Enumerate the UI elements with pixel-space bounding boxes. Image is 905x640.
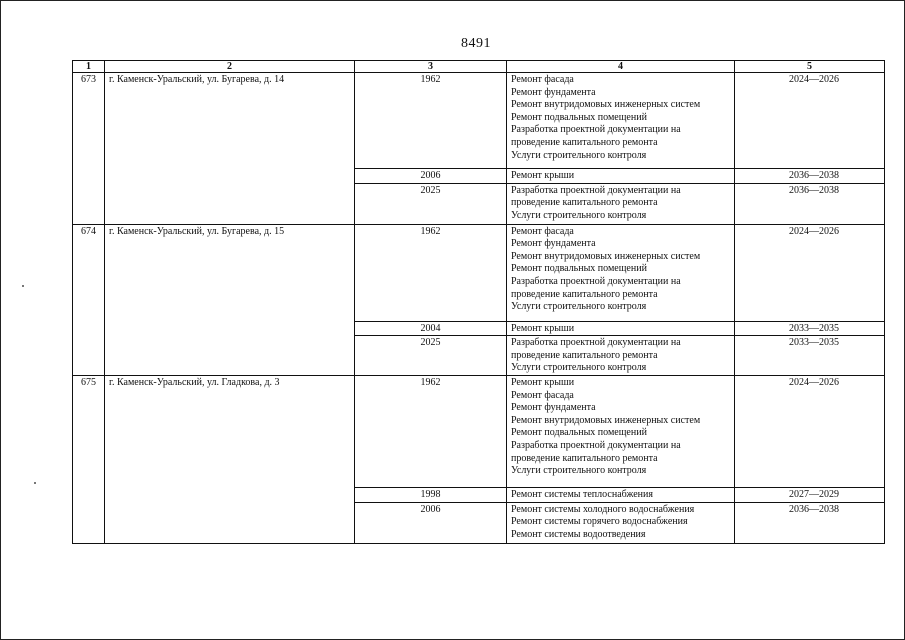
repair-work-item: Разработка проектной документации на bbox=[511, 124, 681, 136]
repair-work-item: Ремонт системы горячего водоснабжения bbox=[511, 516, 688, 528]
build-year: 1962 bbox=[355, 73, 507, 169]
build-year: 1998 bbox=[355, 487, 507, 502]
header-col-2: 2 bbox=[105, 61, 355, 73]
repair-work-item: Ремонт фундамента bbox=[511, 238, 596, 250]
scan-speck bbox=[22, 285, 24, 287]
repair-work-item: Ремонт фасада bbox=[511, 225, 574, 237]
page-number: 8491 bbox=[461, 36, 491, 51]
repair-work-item: Ремонт внутридомовых инженерных систем bbox=[511, 250, 701, 262]
repair-period: 2036—2038 bbox=[735, 183, 885, 224]
repair-works bbox=[507, 336, 735, 376]
entry-number: 673 bbox=[73, 73, 105, 225]
repair-period: 2033—2035 bbox=[735, 321, 885, 336]
entry-number: 675 bbox=[73, 375, 105, 543]
repair-work-item: Ремонт крыши bbox=[511, 170, 575, 181]
entry-address: г. Каменск-Уральский, ул. Бугарева, д. 15 bbox=[105, 224, 355, 375]
build-year: 2004 bbox=[355, 321, 507, 336]
repair-work-item: Ремонт подвальных помещений bbox=[511, 427, 647, 439]
header-col-1: 1 bbox=[73, 61, 105, 73]
repair-work-item: Ремонт фундамента bbox=[511, 86, 596, 98]
repair-work-item: Услуги строительного контроля bbox=[511, 301, 647, 313]
repair-period: 2024—2026 bbox=[735, 375, 885, 487]
repair-work-item: Разработка проектной документации на bbox=[511, 184, 681, 196]
repair-work-item: Услуги строительного контроля bbox=[511, 149, 647, 161]
repair-period: 2036—2038 bbox=[735, 169, 885, 184]
repair-period: 2024—2026 bbox=[735, 73, 885, 169]
entry-address: г. Каменск-Уральский, ул. Бугарева, д. 14 bbox=[105, 73, 355, 225]
repair-work-item: Ремонт фасада bbox=[511, 389, 574, 401]
repair-work-item: проведение капитального ремонта bbox=[511, 136, 658, 148]
repair-work-item: Ремонт внутридомовых инженерных систем bbox=[511, 99, 701, 111]
repair-period: 2033—2035 bbox=[735, 336, 885, 376]
repair-work-item: Услуги строительного контроля bbox=[511, 209, 647, 221]
header-col-3: 3 bbox=[355, 61, 507, 73]
repair-work-item: Ремонт системы теплоснабжения bbox=[511, 488, 653, 500]
repair-work-item: проведение капитального ремонта bbox=[511, 452, 658, 464]
repair-works bbox=[507, 73, 735, 169]
repair-work-item: Ремонт подвальных помещений bbox=[511, 263, 647, 275]
repair-works bbox=[507, 224, 735, 321]
repair-work-item: Разработка проектной документации на bbox=[511, 439, 681, 451]
table-row bbox=[73, 375, 885, 487]
repair-work-item: Ремонт системы водоотведения bbox=[511, 528, 646, 540]
build-year: 2006 bbox=[355, 169, 507, 184]
repair-works bbox=[507, 375, 735, 487]
repair-works bbox=[507, 487, 735, 502]
header-row bbox=[73, 61, 885, 73]
entry-address: г. Каменск-Уральский, ул. Гладкова, д. 3 bbox=[105, 375, 355, 543]
repair-period: 2024—2026 bbox=[735, 224, 885, 321]
build-year: 2025 bbox=[355, 183, 507, 224]
repair-work-item: Ремонт системы холодного водоснабжения bbox=[511, 503, 695, 515]
repair-works bbox=[507, 169, 735, 184]
repair-period: 2036—2038 bbox=[735, 502, 885, 543]
build-year: 1962 bbox=[355, 224, 507, 321]
repair-work-item: Услуги строительного контроля bbox=[511, 465, 647, 477]
header-col-4: 4 bbox=[507, 61, 735, 73]
table-row bbox=[73, 73, 885, 169]
repair-work-item: Разработка проектной документации на bbox=[511, 337, 681, 349]
repair-work-item: Разработка проектной документации на bbox=[511, 275, 681, 287]
repair-work-item: проведение капитального ремонта bbox=[511, 197, 658, 209]
scan-speck bbox=[34, 482, 36, 484]
header-col-5: 5 bbox=[735, 61, 885, 73]
repair-works bbox=[507, 321, 735, 336]
repair-work-item: Ремонт подвальных помещений bbox=[511, 111, 647, 123]
repair-work-item: Ремонт фасада bbox=[511, 74, 574, 85]
repair-work-item: Ремонт крыши bbox=[511, 376, 575, 388]
table-body bbox=[73, 73, 885, 544]
build-year: 2025 bbox=[355, 336, 507, 376]
build-year: 1962 bbox=[355, 375, 507, 487]
repair-work-item: Услуги строительного контроля bbox=[511, 362, 647, 374]
repair-work-item: Ремонт внутридомовых инженерных систем bbox=[511, 414, 701, 426]
repair-works bbox=[507, 502, 735, 543]
entry-number: 674 bbox=[73, 224, 105, 375]
repair-work-item: проведение капитального ремонта bbox=[511, 288, 658, 300]
build-year: 2006 bbox=[355, 502, 507, 543]
repair-work-item: проведение капитального ремонта bbox=[511, 349, 658, 361]
repair-work-item: Ремонт фундамента bbox=[511, 402, 596, 414]
repair-works bbox=[507, 183, 735, 224]
repair-schedule-table bbox=[72, 60, 885, 544]
repair-period: 2027—2029 bbox=[735, 487, 885, 502]
repair-work-item: Ремонт крыши bbox=[511, 322, 575, 334]
table-row bbox=[73, 224, 885, 321]
